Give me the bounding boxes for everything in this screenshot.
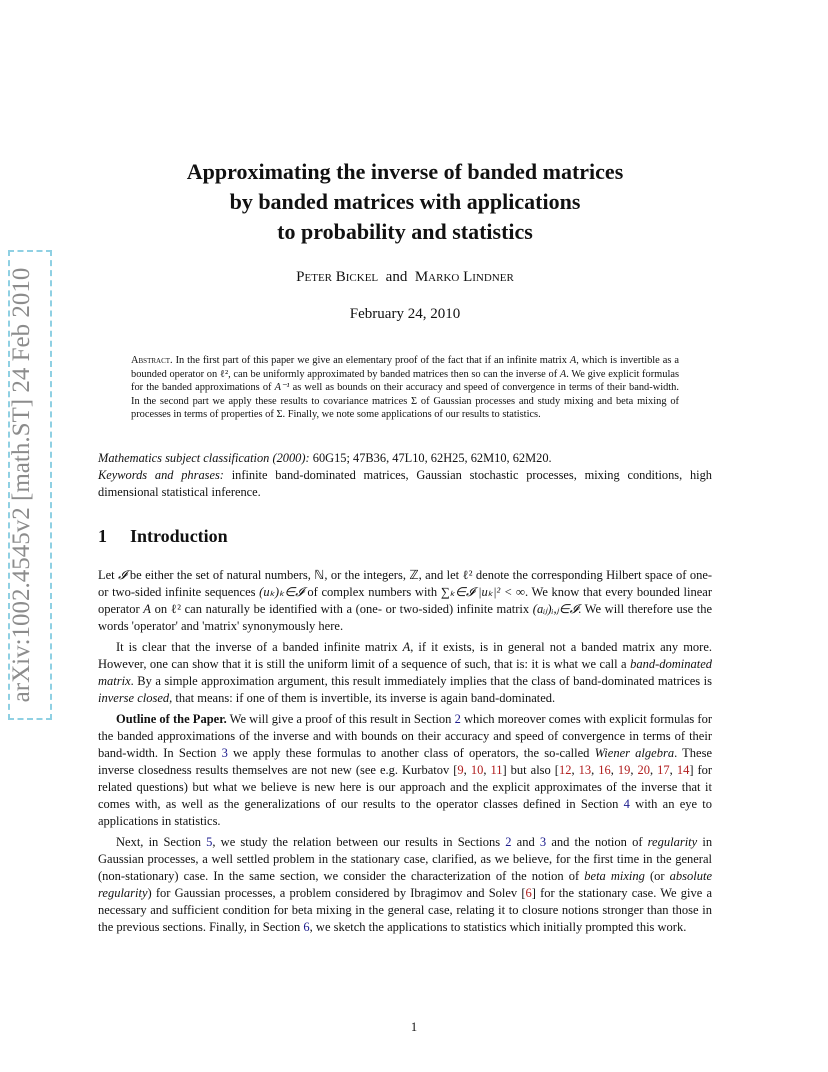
abstract-label: Abstract. <box>131 355 173 366</box>
emphasis: inverse closed <box>98 691 170 705</box>
math-I: 𝓘 <box>118 568 127 582</box>
math-sum: ∑ₖ∈𝓘 |uₖ|² < ∞ <box>440 585 525 599</box>
text: . These inverse closedness results themselves are not new (see e.g. Kurbatov [ <box>98 746 713 777</box>
text: ] for related questions) but what we believe is new here is our approach and the explicit approximates of the inverse that it comes with, as well as the generalizations of our results to the operator classes defined in Section <box>98 763 713 811</box>
math-A: A <box>559 368 567 380</box>
citation-link[interactable]: 10 <box>470 763 484 777</box>
text: . By a simple approximation argument, this result immediately implies that the class of band-dominated matrices is <box>130 674 712 688</box>
text: Next, in Section <box>116 835 201 849</box>
section-link[interactable]: 3 <box>539 835 547 849</box>
abstract-text: In the first part of this paper we give an elementary proof of the fact that if an infinite matrix <box>175 355 567 366</box>
citation-link[interactable]: 17 <box>657 763 670 777</box>
keywords-value: infinite band-dominated matrices, Gaussian stochastic processes, mixing conditions, high dimensional statistical inference. <box>98 468 712 499</box>
math-ell2: ℓ² <box>170 602 181 616</box>
emphasis: beta mixing <box>584 869 645 883</box>
citation-link[interactable]: 11 <box>490 763 503 777</box>
paragraph <box>98 834 712 936</box>
math-sigma: Σ <box>411 395 418 407</box>
section-number: 1 <box>98 526 107 546</box>
math-ell2: ℓ² <box>462 568 473 582</box>
citation-link[interactable]: 16 <box>598 763 611 777</box>
math-Z: ℤ <box>409 568 419 582</box>
abstract-text: as well as bounds on their accuracy and speed of convergence in terms of their band-width. In the second part we apply these results to covariance matrices <box>131 382 679 407</box>
paragraph <box>98 567 712 635</box>
math-sigma: Σ <box>276 409 283 421</box>
msc-line <box>98 450 712 467</box>
emphasis: Wiener algebra <box>594 746 675 760</box>
section-link[interactable]: 2 <box>454 712 461 726</box>
math-ell2: ℓ² <box>219 368 229 380</box>
text: It is clear that the inverse of a banded infinite matrix <box>116 640 398 654</box>
body-text <box>98 567 712 940</box>
citation-link[interactable]: 9 <box>457 763 464 777</box>
section-link[interactable]: 5 <box>206 835 213 849</box>
emphasis: regularity <box>647 835 698 849</box>
text: on <box>154 602 168 616</box>
text: . We will therefore use the words 'operator' and 'matrix' synonymously here. <box>98 602 713 633</box>
text: ] for the stationary case. We give a necessary and sufficient condition for beta mixing in the general case, relating it to closure notions stronger than those in the previous sections. Finally, in Section <box>98 886 712 934</box>
text: We will give a proof of this result in Section <box>229 712 452 726</box>
text: (or <box>650 869 665 883</box>
citation-link[interactable]: 14 <box>676 763 690 777</box>
date: February 24, 2010 <box>349 306 461 322</box>
text: in Gaussian processes, a well settled problem in the stationary case, clarified, as we believe, for the first time in the general (non-stationary) case. In the same section, we consider the characterization of the notion of <box>98 835 713 883</box>
text: , if it exists, is in general not a banded matrix any more. However, one can show that it is still the uniform limit of a sequence of such, that is: it is what we call a <box>98 640 713 671</box>
paper-title <box>100 157 710 247</box>
text: and the notion of <box>551 835 643 849</box>
abstract <box>131 354 679 422</box>
classification-block <box>98 450 712 501</box>
abstract-text: , which is invertible as a bounded operator on <box>131 355 679 380</box>
paragraph-lead: Outline of the Paper. <box>116 712 227 726</box>
math-A-inverse: A⁻¹ <box>274 382 290 394</box>
abstract-text: , can be uniformly approximated by banded matrices then so can the inverse of <box>228 368 558 380</box>
citation-link[interactable]: 20 <box>637 763 651 777</box>
text: can naturally be identified with a (one- or two-sided) infinite matrix <box>184 602 530 616</box>
section-link[interactable]: 4 <box>623 797 630 811</box>
section-heading <box>98 526 228 547</box>
text: which moreover comes with explicit formulas for the banded approximations of the inverse and with bounds on their accuracy and speed of convergence in terms of their band-width. In Section <box>98 712 713 760</box>
paragraph: Outline of the Paper. We will give a proof of this result in Section 2 which moreover comes with explicit formulas for the banded approximations of the inverse and with bounds on their accuracy and speed of convergence in terms of their band-width. In Section 3 we apply these formulas to another class of operators, the so-called Wiener algebra. These inverse closedness results themselves are not new (see e.g. Kurbatov [9, 10, 11] but also [12, 13, 16, 19, 20, 17, 14] for related questions) but what we believe is new here is our approach and the explicit approximates of the inverse that it comes with, as well as the generalizations of our results to the operator classes defined in Section 4 with an eye to applications in statistics. <box>98 712 713 828</box>
citation-link[interactable]: 19 <box>617 763 631 777</box>
keywords-line <box>98 467 712 501</box>
author-2: Marko Lindner <box>414 269 514 285</box>
abstract-text: of Gaussian processes and study mixing and beta mixing of processes in terms of properties of <box>131 395 679 421</box>
text: denote the corresponding Hilbert space of one- or two-sided infinite sequences <box>98 568 713 599</box>
citation-link[interactable]: 12 <box>558 763 572 777</box>
text: we apply these formulas to another class of operators, the so-called <box>233 746 590 760</box>
section-link[interactable]: 2 <box>505 835 512 849</box>
title-line-3: to probability and statistics <box>277 219 533 244</box>
text: ] but also [ <box>502 763 559 777</box>
keywords-label: Keywords and phrases: <box>98 468 224 482</box>
math-A: A <box>143 602 151 616</box>
math-sequence: (uₖ)ₖ∈𝓘 <box>259 585 304 599</box>
text: ) for Gaussian processes, a problem considered by Ibragimov and Solev [ <box>147 886 526 900</box>
text: . We know that every bounded linear operator <box>98 585 713 616</box>
emphasis: absolute regularity <box>98 869 713 900</box>
msc-value: 60G15; 47B36, 47L10, 62H25, 62M10, 62M20. <box>312 451 552 465</box>
text: Let <box>98 568 115 582</box>
section-title: Introduction <box>130 526 228 546</box>
abstract-text: . Finally, we note some applications of our results to statistics. <box>282 409 541 421</box>
title-line-1: Approximating the inverse of banded matrices <box>186 159 624 184</box>
msc-label: Mathematics subject classification (2000): <box>98 451 310 465</box>
text: be either the set of natural numbers, <box>129 568 311 582</box>
text: , we sketch the applications to statistics which initially prompted this work. <box>309 920 687 934</box>
math-N: ℕ <box>314 568 325 582</box>
authors <box>100 269 710 286</box>
emphasis: band-dominated matrix <box>98 657 713 688</box>
title-line-2: by banded matrices with applications <box>229 189 581 214</box>
abstract-text: . We give explicit formulas for the banded approximations of <box>131 368 679 394</box>
text: and <box>516 835 535 849</box>
paragraph <box>98 639 712 707</box>
page-number: 1 <box>410 1020 418 1034</box>
math-A: A <box>402 640 411 654</box>
author-conjunction: and <box>385 269 408 285</box>
section-link[interactable]: 3 <box>221 746 228 760</box>
math-matrix: (aᵢⱼ)ᵢ,ⱼ∈𝓘 <box>532 602 579 616</box>
citation-link[interactable]: 13 <box>578 763 592 777</box>
text: , and let <box>418 568 460 582</box>
author-1: Peter Bickel <box>296 269 379 285</box>
section-link[interactable]: 6 <box>303 920 310 934</box>
text: , that means: if one of them is invertible, its inverse is again band-dominated. <box>169 691 556 705</box>
citation-link[interactable]: 6 <box>525 886 532 900</box>
math-A: A <box>569 355 577 366</box>
text: of complex numbers with <box>307 585 438 599</box>
text: with an eye to applications in statistics. <box>98 797 713 828</box>
text: , we study the relation between our results in Sections <box>212 835 501 849</box>
arxiv-stamp: arXiv:1002.4545v2 [math.ST] 24 Feb 2010 <box>8 267 35 703</box>
text: , or the integers, <box>324 568 406 582</box>
